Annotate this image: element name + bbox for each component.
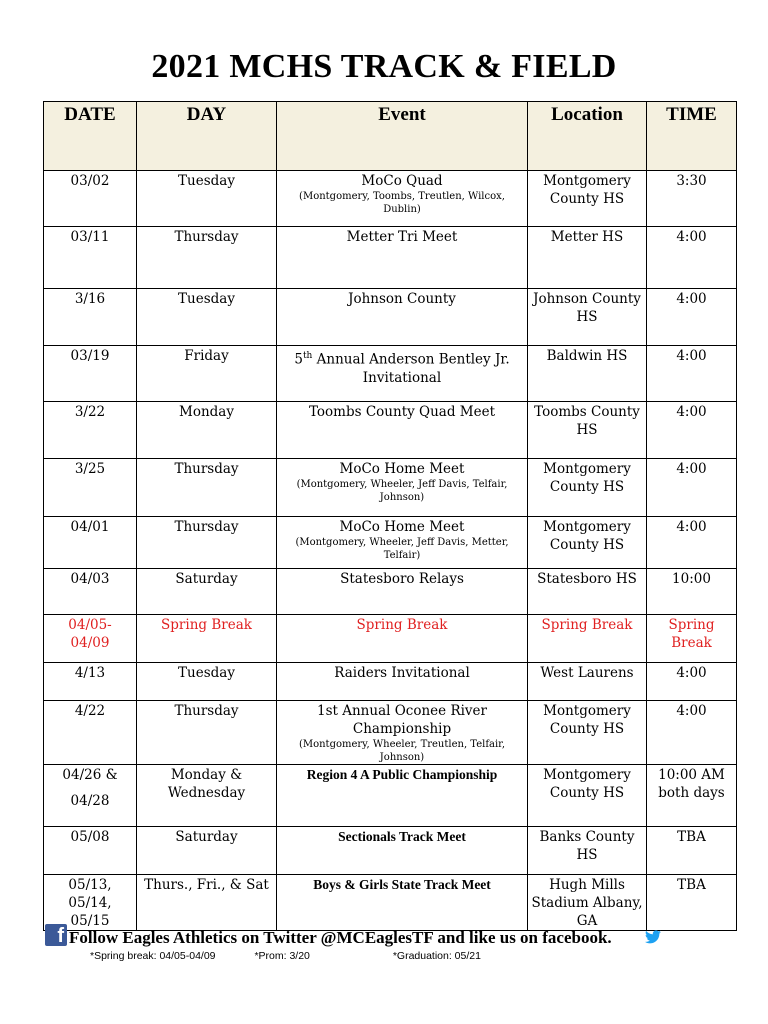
header-location: Location (528, 102, 647, 171)
header-event: Event (277, 102, 528, 171)
cell-day: Tuesday (137, 289, 277, 346)
cell-location: Montgomery County HS (528, 459, 647, 517)
cell-day: Tuesday (137, 171, 277, 227)
cell-location: Hugh Mills Stadium Albany, GA (528, 875, 647, 931)
cell-time: 10:00 AM both days (647, 765, 737, 827)
cell-location: Montgomery County HS (528, 701, 647, 765)
facebook-icon[interactable]: f (45, 924, 67, 946)
event-participants: (Montgomery, Toombs, Treutlen, Wilcox, Dublin) (299, 191, 505, 215)
cell-date: 4/13 (44, 663, 137, 701)
cell-day: Thurs., Fri., & Sat (137, 875, 277, 931)
cell-event (277, 459, 528, 517)
note-graduation: *Graduation: 05/21 (392, 950, 481, 962)
cell-location: Johnson County HS (528, 289, 647, 346)
cell-time: 4:00 (647, 701, 737, 765)
cell-date (44, 765, 137, 827)
cell-location: Statesboro HS (528, 569, 647, 615)
event-ordinal-suffix: th (302, 351, 313, 361)
header-day: DAY (137, 102, 277, 171)
cell-day: Friday (137, 346, 277, 402)
cell-day: Thursday (137, 517, 277, 569)
header-date: DATE (44, 102, 137, 171)
cell-date: 04/03 (44, 569, 137, 615)
cell-event: Spring Break (277, 615, 528, 663)
twitter-icon[interactable] (645, 930, 661, 944)
cell-day: Thursday (137, 227, 277, 289)
cell-date: 05/08 (44, 827, 137, 875)
schedule-table (43, 101, 737, 931)
event-name: MoCo Home Meet (339, 519, 465, 535)
table-row (44, 663, 737, 701)
table-row (44, 875, 737, 931)
event-name: Annual Anderson Bentley Jr. Invitational (312, 351, 510, 386)
note-spring-break: *Spring break: 04/05-04/09 (90, 950, 216, 962)
cell-day: Saturday (137, 569, 277, 615)
cell-location: Metter HS (528, 227, 647, 289)
table-row (44, 569, 737, 615)
page-title: 2021 MCHS TRACK & FIELD (151, 48, 617, 85)
cell-event: Region 4 A Public Championship (277, 765, 528, 827)
event-participants: (Montgomery, Wheeler, Treutlen, Telfair, Johnson) (298, 739, 506, 763)
cell-location: Baldwin HS (528, 346, 647, 402)
table-row (44, 517, 737, 569)
cell-event: Toombs County Quad Meet (277, 402, 528, 459)
cell-day: Spring Break (137, 615, 277, 663)
table-row (44, 227, 737, 289)
cell-time: 4:00 (647, 459, 737, 517)
cell-date: 3/22 (44, 402, 137, 459)
date-end: 04/28 (70, 793, 110, 809)
cell-day: Tuesday (137, 663, 277, 701)
cell-time: 4:00 (647, 346, 737, 402)
event-participants: (Montgomery, Wheeler, Jeff Davis, Telfair, Johnson) (296, 479, 508, 503)
cell-date: 3/25 (44, 459, 137, 517)
cell-day: Thursday (137, 701, 277, 765)
cell-date: 3/16 (44, 289, 137, 346)
cell-time: TBA (647, 875, 737, 931)
event-name: MoCo Quad (361, 173, 443, 189)
header-time: TIME (647, 102, 737, 171)
cell-day: Thursday (137, 459, 277, 517)
cell-date: 04/01 (44, 517, 137, 569)
social-footer (45, 924, 745, 948)
cell-date: 03/19 (44, 346, 137, 402)
social-follow-text: Follow Eagles Athletics on Twitter @MCEaglesTF and like us on facebook. (69, 928, 612, 947)
cell-event (277, 171, 528, 227)
cell-event: Statesboro Relays (277, 569, 528, 615)
table-row (44, 402, 737, 459)
cell-time: 4:00 (647, 402, 737, 459)
cell-time: TBA (647, 827, 737, 875)
cell-location: Montgomery County HS (528, 171, 647, 227)
cell-event: Metter Tri Meet (277, 227, 528, 289)
table-row (44, 171, 737, 227)
cell-time: 4:00 (647, 517, 737, 569)
cell-event (277, 701, 528, 765)
table-row (44, 701, 737, 765)
cell-date: 03/11 (44, 227, 137, 289)
table-row (44, 289, 737, 346)
cell-date: 4/22 (44, 701, 137, 765)
event-name: MoCo Home Meet (339, 461, 465, 477)
cell-event (277, 517, 528, 569)
cell-location: Banks County HS (528, 827, 647, 875)
cell-event: Raiders Invitational (277, 663, 528, 701)
table-row (44, 346, 737, 402)
cell-event: Johnson County (277, 289, 528, 346)
cell-time: 10:00 (647, 569, 737, 615)
note-prom: *Prom: 3/20 (254, 950, 310, 962)
cell-location: Spring Break (528, 615, 647, 663)
cell-time: Spring Break (647, 615, 737, 663)
cell-event: Boys & Girls State Track Meet (277, 875, 528, 931)
event-participants: (Montgomery, Wheeler, Jeff Davis, Metter, Telfair) (295, 537, 509, 561)
cell-time: 4:00 (647, 227, 737, 289)
cell-event (277, 346, 528, 402)
cell-event: Sectionals Track Meet (277, 827, 528, 875)
table-row (44, 459, 737, 517)
event-ordinal: 5 (294, 351, 303, 368)
table-row (44, 765, 737, 827)
cell-date: 04/05- 04/09 (44, 615, 137, 663)
cell-day: Monday (137, 402, 277, 459)
cell-location: Toombs County HS (528, 402, 647, 459)
cell-day: Monday & Wednesday (137, 765, 277, 827)
cell-location: West Laurens (528, 663, 647, 701)
cell-date: 05/13, 05/14, 05/15 (44, 875, 137, 931)
cell-day: Saturday (137, 827, 277, 875)
event-name: 1st Annual Oconee River Championship (317, 703, 487, 737)
cell-time: 4:00 (647, 663, 737, 701)
cell-time: 4:00 (647, 289, 737, 346)
date-start: 04/26 & (62, 767, 118, 783)
table-row (44, 827, 737, 875)
cell-location: Montgomery County HS (528, 765, 647, 827)
footnotes (90, 950, 481, 962)
header-row (44, 102, 737, 171)
cell-date: 03/02 (44, 171, 137, 227)
table-row-spring-break (44, 615, 737, 663)
cell-location: Montgomery County HS (528, 517, 647, 569)
cell-time: 3:30 (647, 171, 737, 227)
